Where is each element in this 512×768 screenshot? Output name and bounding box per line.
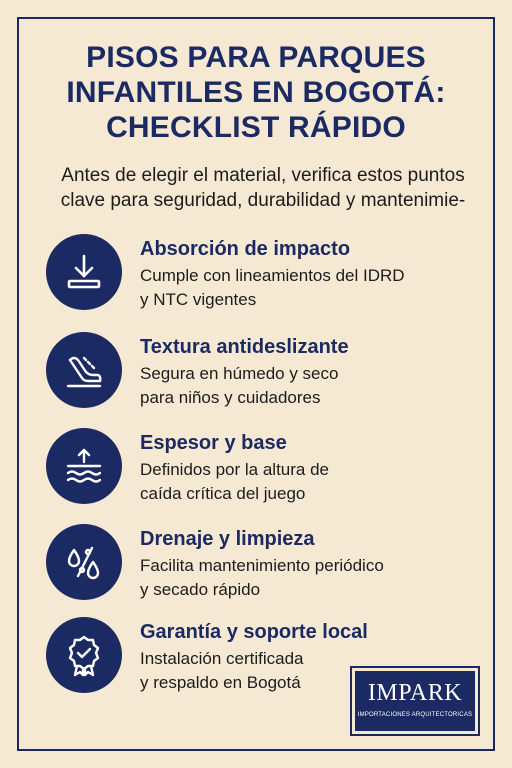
item-description <box>140 647 303 695</box>
slip-shoe-icon <box>46 332 122 408</box>
award-badge-check-icon <box>46 617 122 693</box>
item-description-line-1: Instalación certificada <box>140 649 304 668</box>
item-title: Espesor y base <box>140 432 287 454</box>
layers-up-arrow-icon <box>46 428 122 504</box>
item-title: Absorción de impacto <box>140 238 351 260</box>
logo-name: IMPARK <box>367 680 463 706</box>
title-line-2: INFANTILES EN BOGOTÁ: <box>66 76 446 109</box>
item-description-line-1: Definidos por la altura de <box>140 460 330 479</box>
download-tray-icon <box>46 234 122 310</box>
impark-logo <box>352 668 478 734</box>
item-description-line-2: y NTC vigentes <box>140 290 257 309</box>
intro-line-1: Antes de elegir el material, verifica estos puntos <box>61 165 465 186</box>
item-title: Garantía y soporte local <box>140 621 368 643</box>
item-description-line-1: Facilita mantenimiento periódico <box>140 556 384 575</box>
checklist-item-impact-absorption <box>46 234 486 318</box>
item-description-line-2: y respaldo en Bogotá <box>140 673 301 692</box>
checklist-item-drainage-cleaning <box>46 524 486 608</box>
item-title: Textura antideslizante <box>140 336 349 358</box>
logo-tagline: IMPORTACIONES ARQUITECTORICAS <box>357 712 473 718</box>
item-title: Drenaje y limpieza <box>140 528 315 550</box>
title-line-1: PISOS PARA PARQUES <box>86 41 426 74</box>
item-description <box>140 264 405 312</box>
item-description-line-1: Segura en húmedo y seco <box>140 364 339 383</box>
checklist-item-anti-slip-texture <box>46 332 486 416</box>
intro-line-2: clave para seguridad, durabilidad y mantenimie- <box>60 190 466 211</box>
item-description <box>140 362 338 410</box>
item-description-line-2: para niños y cuidadores <box>140 388 321 407</box>
checklist-item-thickness-base <box>46 428 486 512</box>
intro-text <box>34 163 492 213</box>
item-description-line-1: Cumple con lineamientos del IDRD <box>140 266 405 285</box>
item-description <box>140 458 329 506</box>
item-description <box>140 554 384 602</box>
item-description-line-2: caída crítica del juego <box>140 484 306 503</box>
water-drops-percent-icon <box>46 524 122 600</box>
page-title <box>20 40 492 145</box>
title-line-3: CHECKLIST RÁPIDO <box>106 111 406 144</box>
item-description-line-2: y secado rápido <box>140 580 261 599</box>
